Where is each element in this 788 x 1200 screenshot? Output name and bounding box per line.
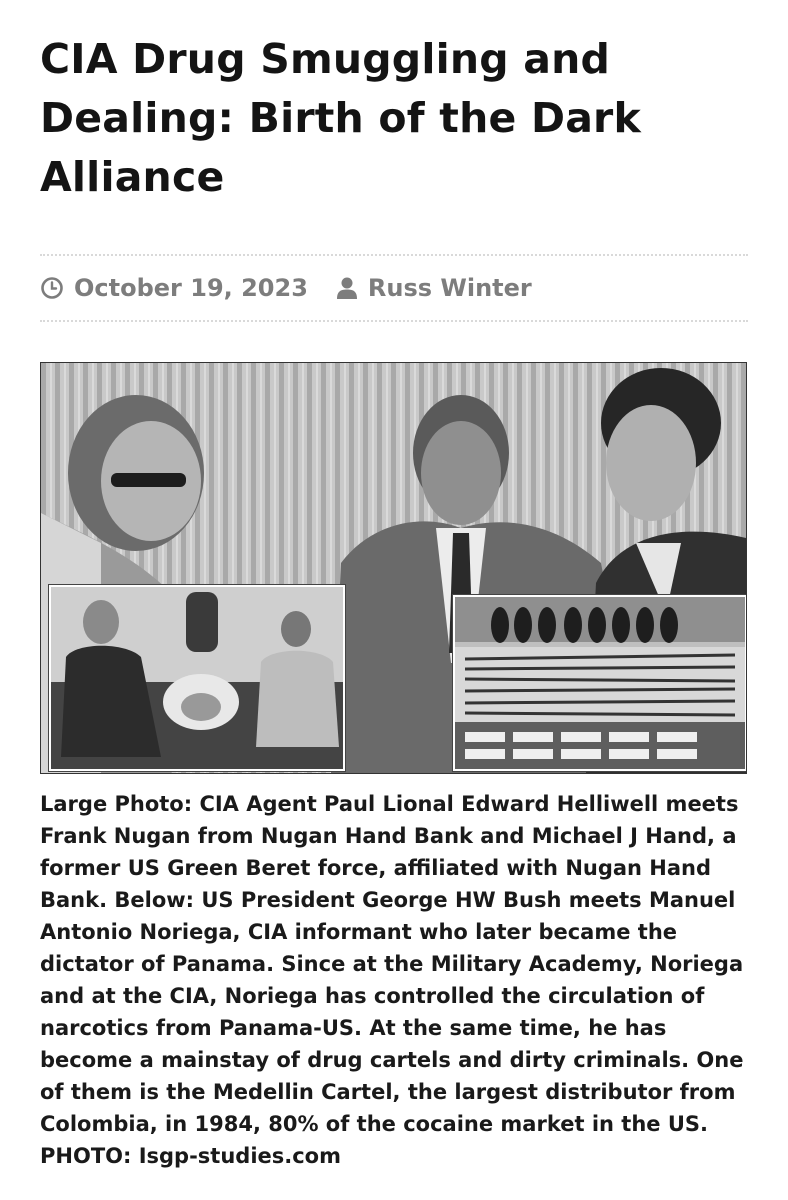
article-photo <box>40 362 747 774</box>
divider-bottom <box>40 320 748 322</box>
inset-photo-left <box>49 585 345 771</box>
inset-photo-right <box>453 595 747 771</box>
divider-top <box>40 254 748 256</box>
article-author[interactable]: Russ Winter <box>367 274 532 302</box>
user-icon <box>336 276 358 300</box>
article-title: CIA Drug Smuggling and Dealing: Birth of the Dark Alliance <box>40 35 641 201</box>
photo-caption: Large Photo: CIA Agent Paul Lional Edward Helliwell meets Frank Nugan from Nugan Hand Bank and Michael J Hand, a former US Green Beret force, affiliated with Nugan Hand Bank. Below: US President George HW Bush meets Manuel Antonio Noriega, CIA informant who later became the dictator of Panama. Since at the Military Academy, Noriega and at the CIA, Noriega has controlled the circulation of narcotics from Panama-US. At the same time, he has become a mainstay of drug cartels and dirty criminals. One of them is the Medellin Cartel, the largest distributor from Colombia, in 1984, 80% of the cocaine market in the US. PHOTO: Isgp-studies.com <box>40 792 744 1168</box>
article-date[interactable]: October 19, 2023 <box>74 274 308 302</box>
clock-icon <box>40 276 64 300</box>
article-meta <box>40 268 532 308</box>
